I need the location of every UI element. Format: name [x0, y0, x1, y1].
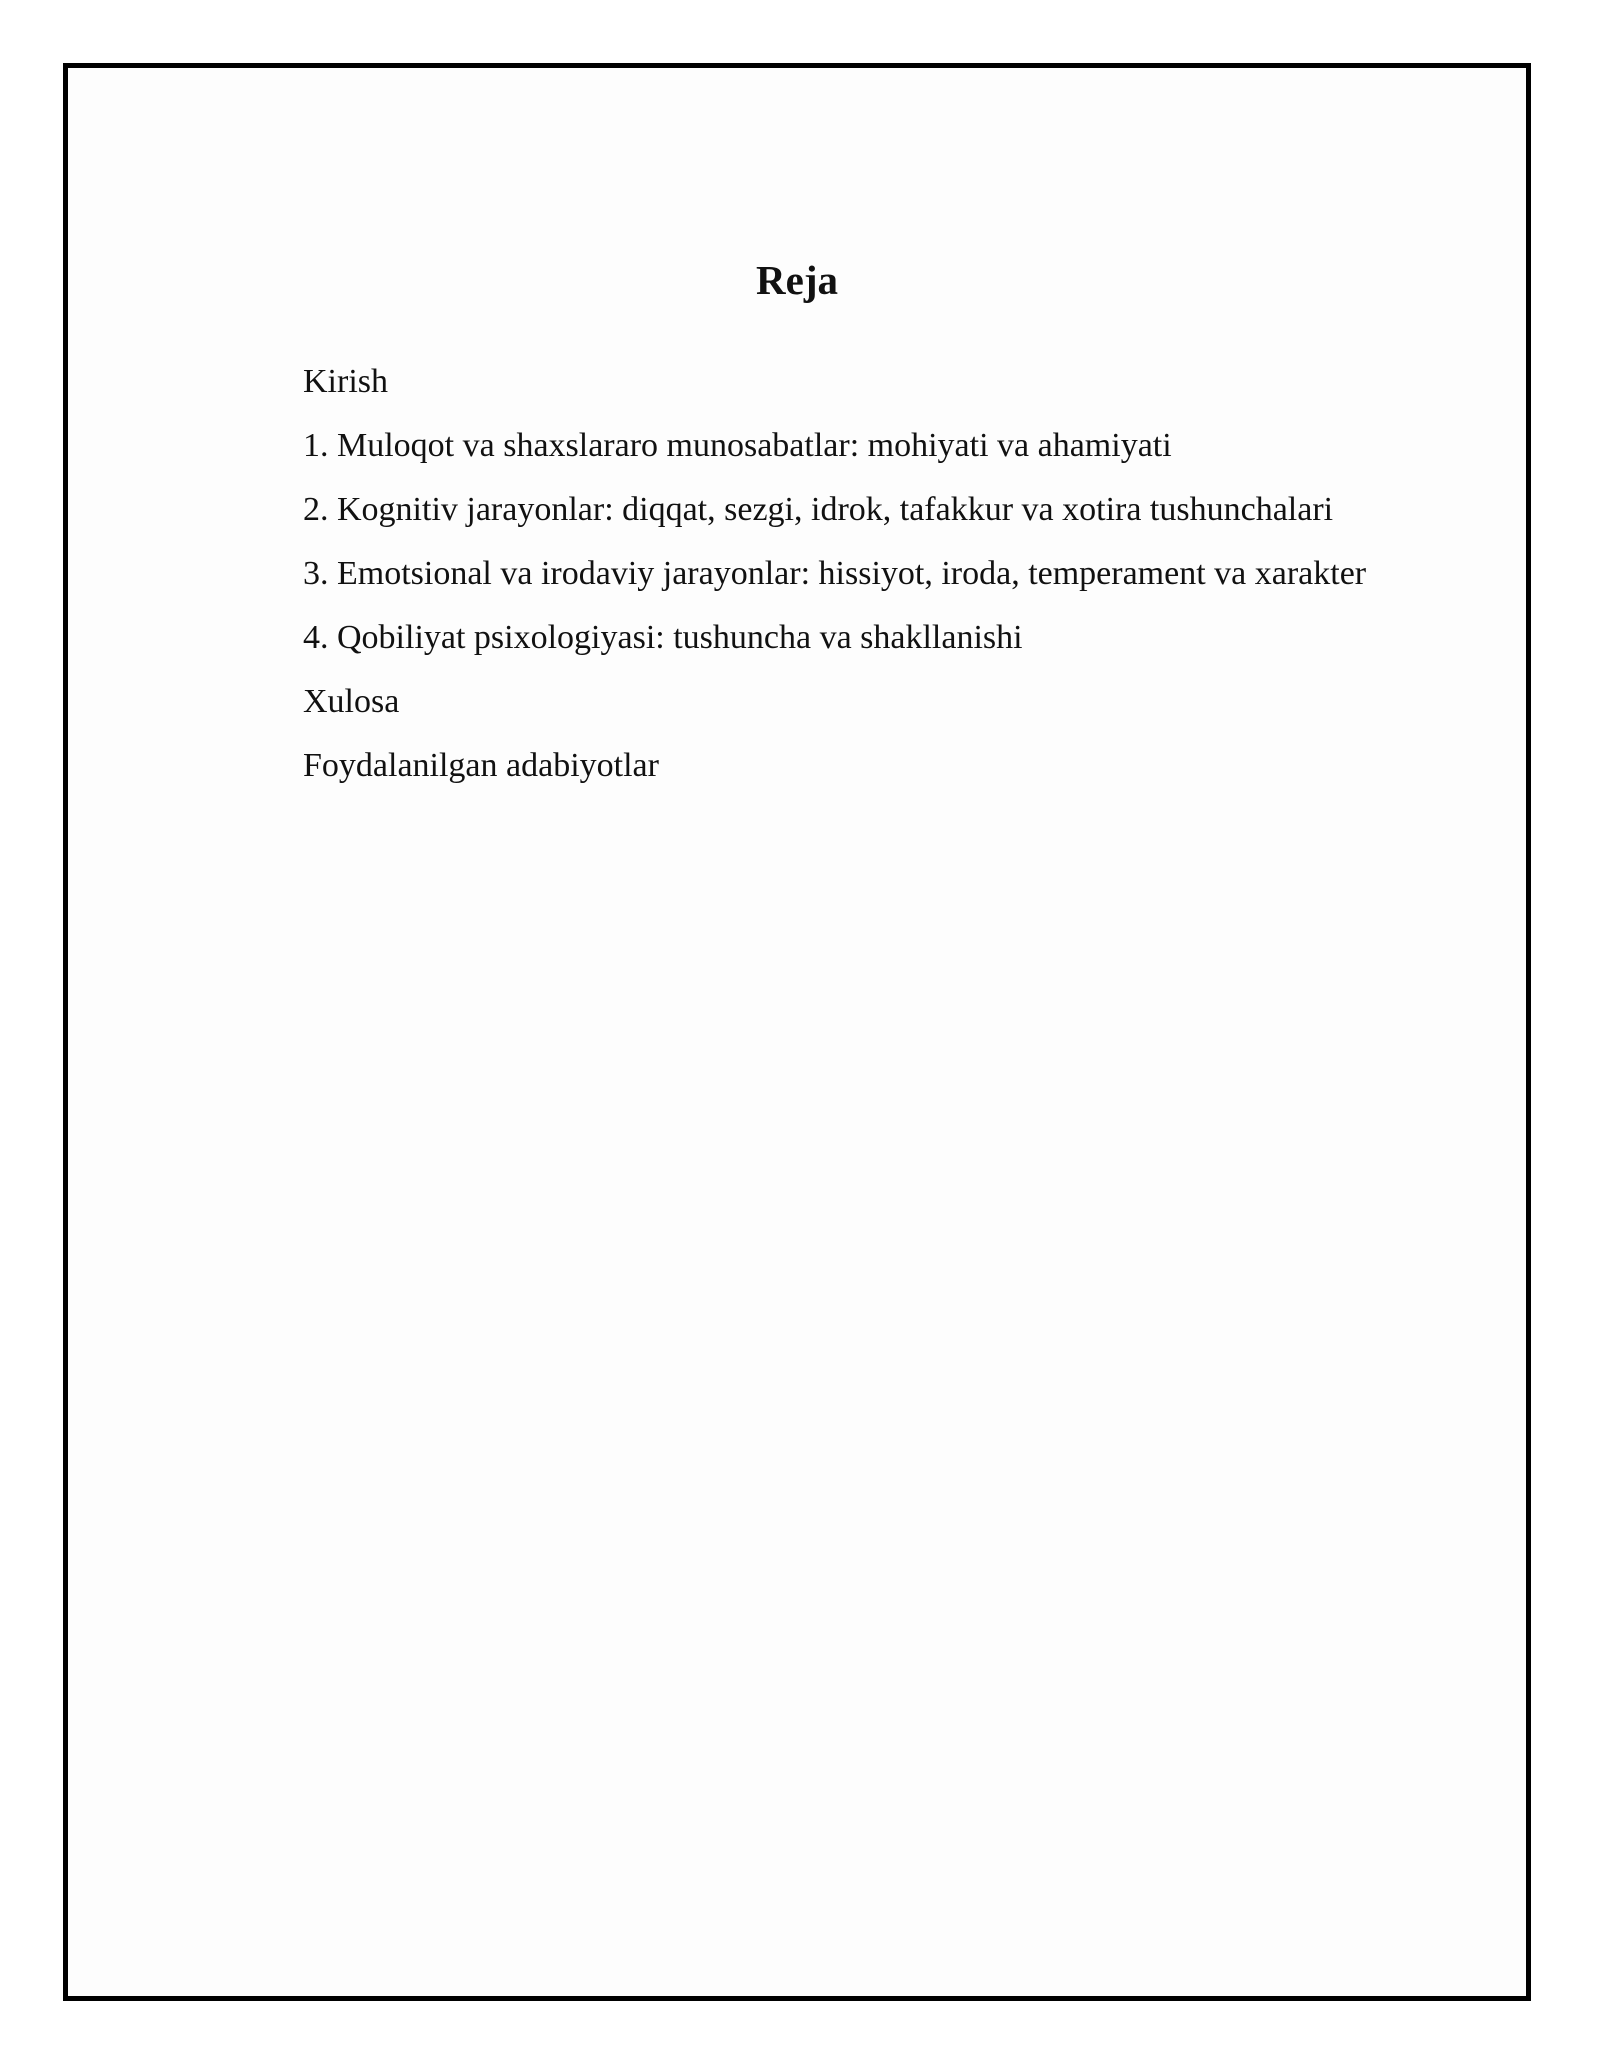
plan-item-references: Foydalanilgan adabiyotlar — [303, 747, 659, 784]
page-title: Reja — [756, 257, 838, 303]
plan-item-3: 3. Emotsional va irodaviy jarayonlar: hissiyot, iroda, temperament va xarakter — [303, 555, 1367, 592]
plan-list — [303, 358, 1433, 806]
plan-item-intro: Kirish — [303, 363, 388, 400]
plan-item-1: 1. Muloqot va shaxslararo munosabatlar: mohiyati va ahamiyati — [303, 427, 1172, 464]
plan-item-conclusion: Xulosa — [303, 683, 400, 720]
page-border-frame — [63, 63, 1531, 2001]
plan-item-4: 4. Qobiliyat psixologiyasi: tushuncha va shakllanishi — [303, 619, 1023, 656]
plan-item-2: 2. Kognitiv jarayonlar: diqqat, sezgi, idrok, tafakkur va xotira tushunchalari — [303, 491, 1334, 528]
